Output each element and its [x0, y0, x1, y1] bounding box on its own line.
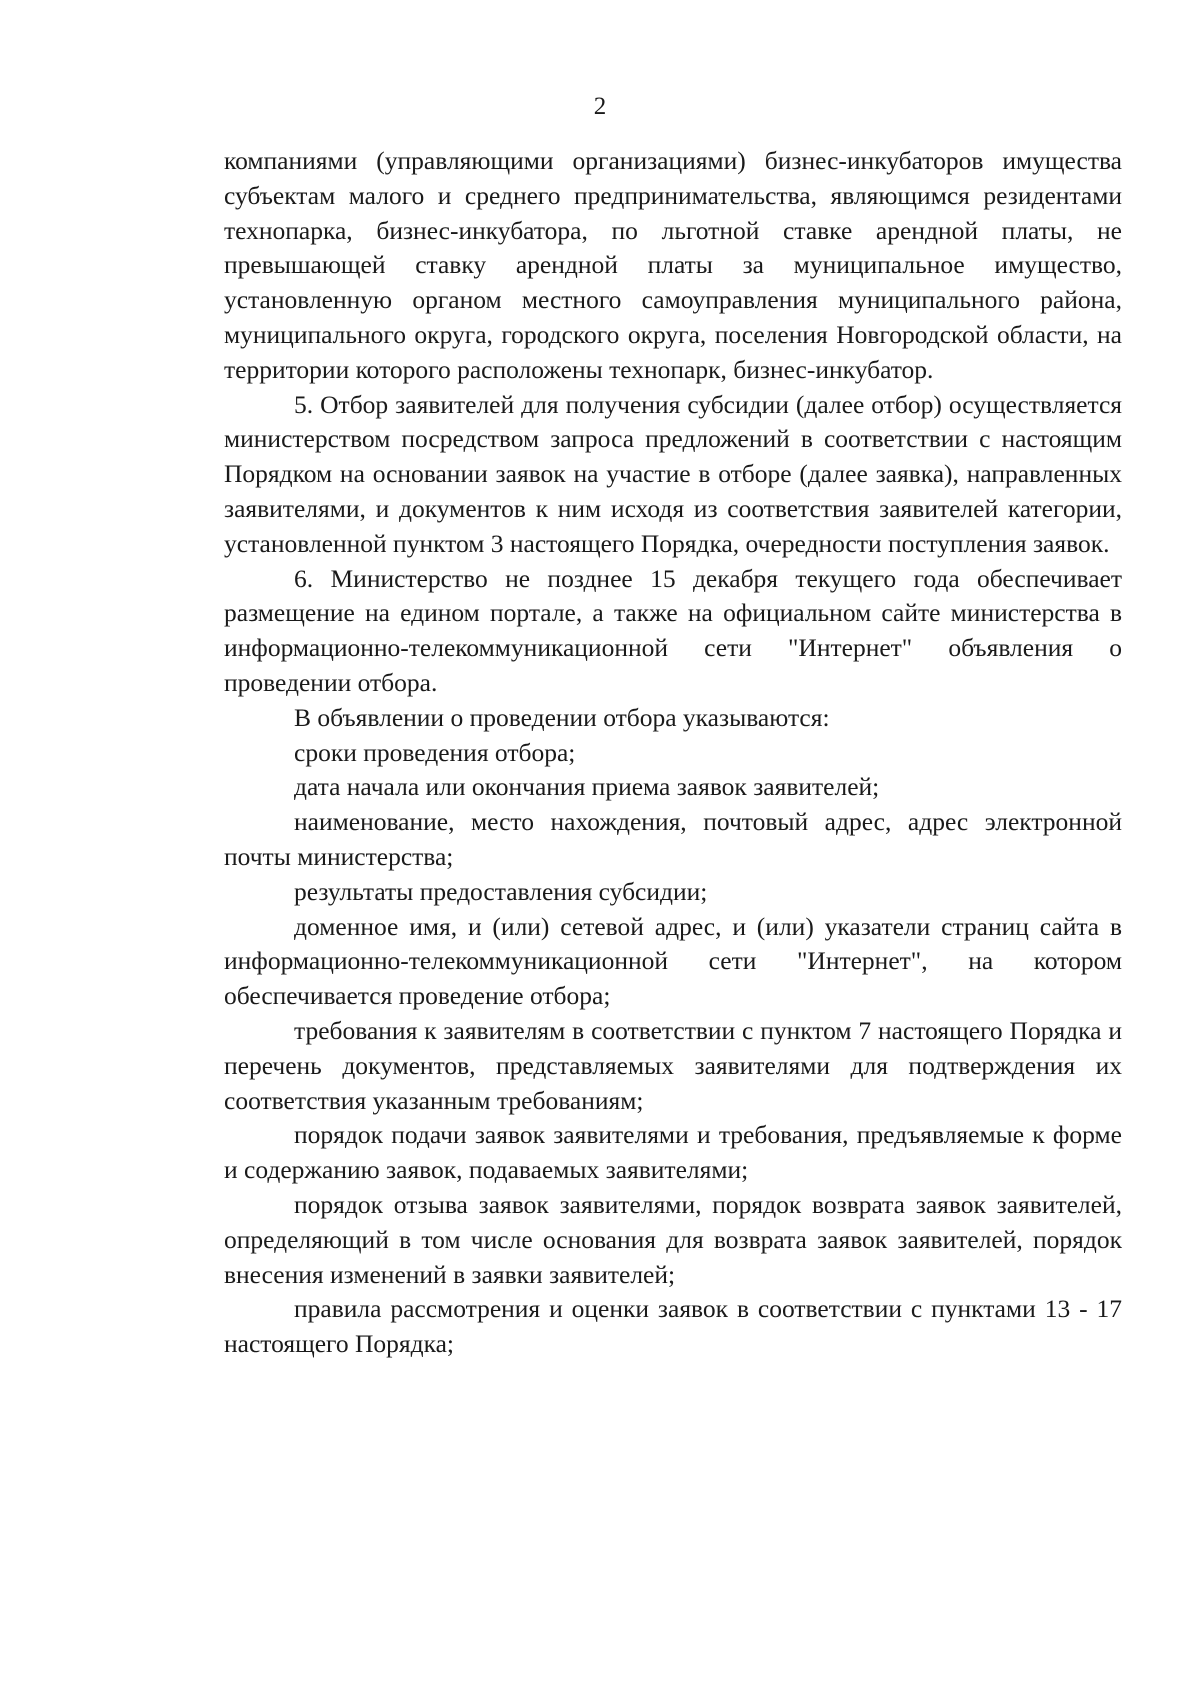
paragraph-lease-continuation: компаниями (управляющими организациями) бизнес-инкубаторов имущества субъектам малого и среднего предпринимательства, являющимся резидентами технопарка, бизнес-инкубатора, по льготной ставке арендной платы, не превышающей ставку арендной платы за муниципальное имущество, установленную органом местного самоуправления муниципального района, муниципального округа, городского округа, поселения Новгородской области, на территории которого расположены технопарк, бизнес-инкубатор.	[224, 146, 1122, 384]
list-item-subsidy-results: результаты предоставления субсидии;	[294, 876, 708, 906]
list-item-ministry-contacts: наименование, место нахождения, почтовый адрес, адрес электронной почты министерства;	[224, 807, 1122, 871]
list-item-evaluation-rules: правила рассмотрения и оценки заявок в соответствии с пунктами 13 - 17 настоящего Порядка;	[224, 1294, 1122, 1359]
list-item-website: доменное имя, и (или) сетевой адрес, и (или) указатели страниц сайта в информационно-телекоммуникационной сети "Интернет", на котором обеспечивается проведение отбора;	[224, 911, 1122, 1011]
paragraph-item-6: 6. Министерство не позднее 15 декабря текущего года обеспечивает размещение на едином портале, а также на официальном сайте министерства в информационно-телекоммуникационной сети "Интернет" объявления о проведении отбора.	[224, 563, 1122, 697]
paragraph-item-5: 5. Отбор заявителей для получения субсидии (далее отбор) осуществляется министерством посредством запроса предложений в соответствии с настоящим Порядком на основании заявок на участие в отборе (далее заявка), направленных заявителями, и документов к ним исходя из соответствия заявителей категории, установленной пунктом 3 настоящего Порядка, очередности поступления заявок.	[224, 389, 1122, 558]
document-body	[224, 144, 1122, 1362]
list-item-withdrawal-procedure: порядок отзыва заявок заявителями, порядок возврата заявок заявителей, определяющий в том числе основания для возврата заявок заявителей, порядок внесения изменений в заявки заявителей;	[224, 1189, 1122, 1289]
page-number: 2	[593, 93, 607, 120]
list-item-submission-procedure: порядок подачи заявок заявителями и требования, предъявляемые к форме и содержанию заявок, подаваемых заявителями;	[224, 1120, 1122, 1185]
list-item-acceptance-dates: дата начала или окончания приема заявок заявителей;	[294, 772, 880, 802]
paragraph-announcement-intro: В объявлении о проведении отбора указываются:	[294, 702, 830, 732]
list-item-selection-dates: сроки проведения отбора;	[294, 737, 576, 767]
list-item-applicant-requirements: требования к заявителям в соответствии с пунктом 7 настоящего Порядка и перечень документов, представляемых заявителями для подтверждения их соответствия указанным требованиям;	[224, 1015, 1122, 1115]
